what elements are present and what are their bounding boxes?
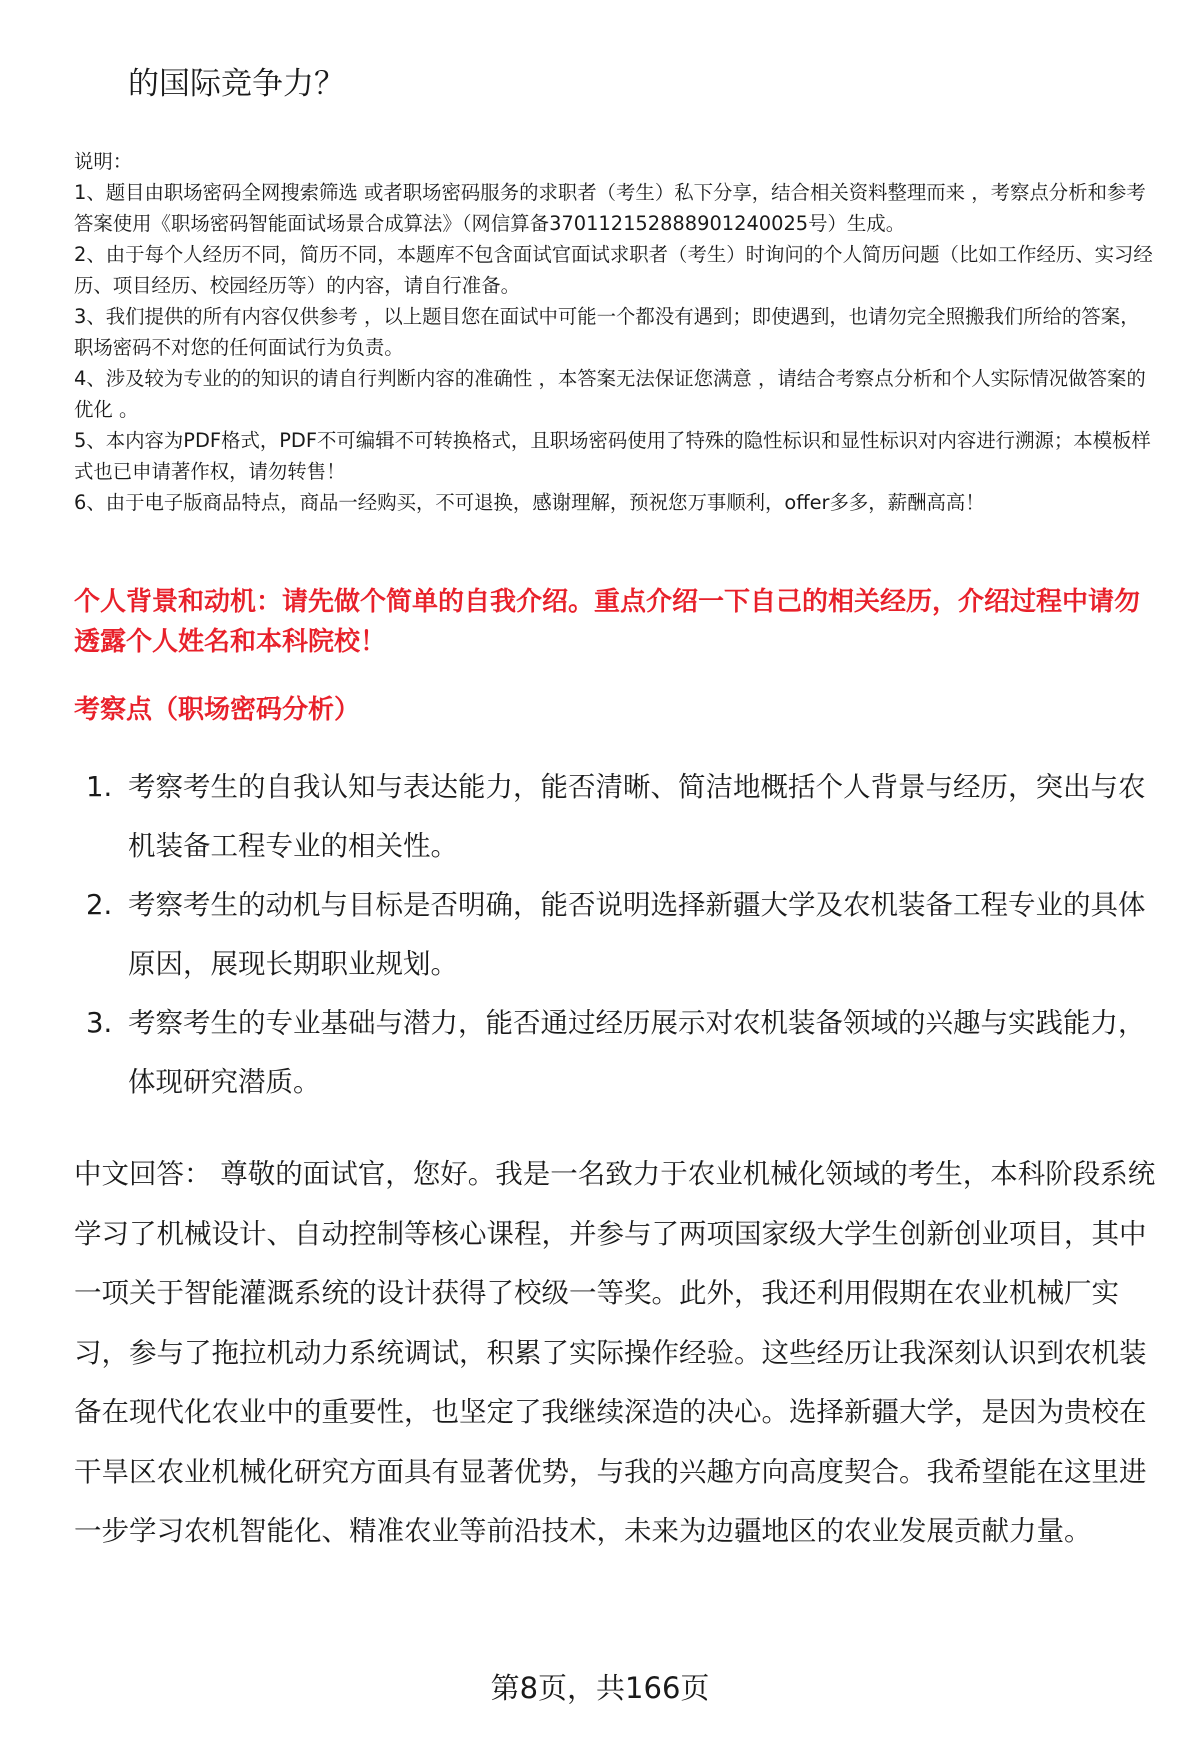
note-item: 5、本内容为PDF格式，PDF不可编辑不可转换格式，且职场密码使用了特殊的隐性标识和显性标识对内容进行溯源；本模板样式也已申请著作权，请勿转售！ (74, 429, 1151, 483)
list-item-number: 2. (86, 889, 113, 921)
note-item: 6、由于电子版商品特点，商品一经购买，不可退换，感谢理解，预祝您万事顺利，offer多多，薪酬高高！ (74, 491, 985, 514)
list-item-text: 考察考生的专业基础与潜力，能否通过经历展示对农机装备领域的兴趣与实践能力，体现研究潜质。 (128, 1007, 1146, 1098)
list-item-text: 考察考生的动机与目标是否明确，能否说明选择新疆大学及农机装备工程专业的具体原因，展现长期职业规划。 (128, 889, 1146, 980)
list-item (74, 876, 1154, 994)
notes-label: 说明： (74, 150, 133, 173)
question-heading: 个人背景和动机：请先做个简单的自我介绍。重点介绍一下自己的相关经历，介绍过程中请勿透露个人姓名和本科院校！ (74, 587, 1141, 657)
continuation-text: 的国际竞争力？ (128, 66, 345, 102)
answer-paragraph (74, 1145, 1156, 1562)
answer-label: 中文回答： (74, 1158, 212, 1190)
list-item-text: 考察考生的自我认知与表达能力，能否清晰、简洁地概括个人背景与经历，突出与农机装备工程专业的相关性。 (128, 771, 1146, 862)
list-item (74, 994, 1154, 1112)
note-item: 2、由于每个人经历不同，简历不同，本题库不包含面试官面试求职者（考生）时询问的个人简历问题（比如工作经历、实习经历、项目经历、校园经历等）的内容，请自行准备。 (74, 243, 1153, 297)
note-item: 4、涉及较为专业的的知识的请自行判断内容的准确性 ，本答案无法保证您满意 ，请结合考察点分析和个人实际情况做答案的优化 。 (74, 367, 1146, 421)
note-item: 3、我们提供的所有内容仅供参考 ，以上题目您在面试中可能一个都没有遇到；即使遇到，也请勿完全照搬我们所给的答案，职场密码不对您的任何面试行为负责。 (74, 305, 1140, 359)
notes-section (74, 146, 1154, 518)
page-footer: 第8页，共166页 (490, 1671, 710, 1705)
list-item-number: 1. (86, 771, 113, 803)
analysis-points-list (74, 758, 1154, 1112)
answer-text: 尊敬的面试官，您好。我是一名致力于农业机械化领域的考生，本科阶段系统学习了机械设计、自动控制等核心课程，并参与了两项国家级大学生创新创业项目，其中一项关于智能灌溉系统的设计获得了校级一等奖。此外，我还利用假期在农业机械厂实习，参与了拖拉机动力系统调试，积累了实际操作经验。这些经历让我深刻认识到农机装备在现代化农业中的重要性，也坚定了我继续深造的决心。选择新疆大学，是因为贵校在干旱区农业机械化研究方面具有显著优势，与我的兴趣方向高度契合。我希望能在这里进一步学习农机智能化、精准农业等前沿技术，未来为边疆地区的农业发展贡献力量。 (74, 1158, 1156, 1547)
note-item: 1、题目由职场密码全网搜索筛选 或者职场密码服务的求职者（考生）私下分享，结合相关资料整理而来 ，考察点分析和参考答案使用《职场密码智能面试场景合成算法》（网信算备370112152888901240025号）生成。 (74, 181, 1146, 235)
list-item (74, 758, 1154, 876)
analysis-heading: 考察点（职场密码分析） (74, 695, 361, 725)
list-item-number: 3. (86, 1007, 113, 1039)
